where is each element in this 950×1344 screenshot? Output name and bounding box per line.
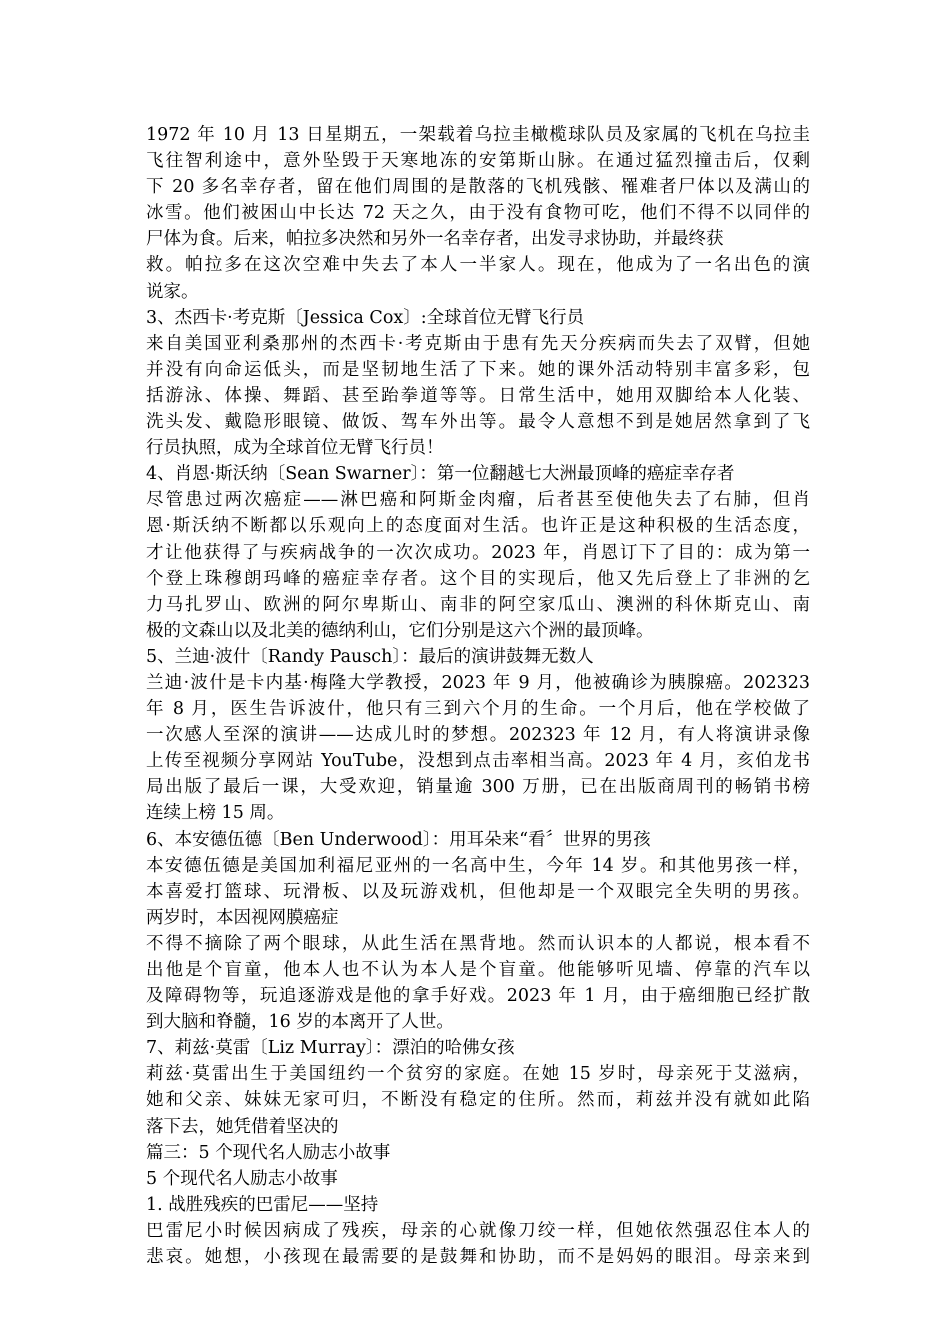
section-heading: 7、莉兹·莫雷〔Liz Murray〕：漂泊的哈佛女孩: [146, 1038, 515, 1059]
paragraph-line: 本安德伍德是美国加利福尼亚州的一名高中生，今年 14 岁。和其他男孩一样，: [146, 855, 810, 876]
paragraph-line: 尽管患过两次癌症——淋巴癌和阿斯金肉瘤，后者甚至使他失去了右肺，但肖: [146, 490, 810, 511]
paragraph-line: 她和父亲、妹妹无家可归，不断没有稳定的住所。然而，莉兹并没有就如此陷: [146, 1090, 810, 1111]
paragraph-line: 巴雷尼小时候因病成了残疾，母亲的心就像刀绞一样，但她依然强忍住本人的: [146, 1220, 810, 1241]
paragraph-line: 行员执照，成为全球首位无臂飞行员！: [146, 438, 444, 459]
paragraph-line: 飞往智利途中，意外坠毁于天寒地冻的安第斯山脉。在通过猛烈撞击后，仅剩: [146, 151, 810, 172]
paragraph-line: 及障碍物等，玩追逐游戏是他的拿手好戏。2023 年 1 月，由于癌细胞已经扩散: [146, 986, 810, 1007]
paragraph-line: 年 8 月，医生告诉波什，他只有三到六个月的生命。一个月后，他在学校做了: [146, 699, 810, 720]
paragraph-line: 悲哀。她想，小孩现在最需要的是鼓舞和协助，而不是妈妈的眼泪。母亲来到: [146, 1247, 810, 1268]
paragraph-line: 局出版了最后一课，大受欢迎，销量逾 300 万册，已在出版商周刊的畅销书榜: [146, 777, 810, 798]
section-heading: 4、肖恩·斯沃纳〔Sean Swarner〕：第一位翻越七大洲最顶峰的癌症幸存者: [146, 464, 735, 485]
paragraph-line: 尸体为食。后来，帕拉多决然和另外一名幸存者，出发寻求协助，并最终获: [146, 229, 724, 250]
paragraph-line: 恩·斯沃纳不断都以乐观向上的态度面对生活。也许正是这种积极的生活态度，: [146, 516, 810, 537]
paragraph-line: 括游泳、体操、舞蹈、甚至跆拳道等等。日常生活中，她用双脚给本人化装、: [146, 385, 810, 406]
paragraph-line: 才让他获得了与疾病战争的一次次成功。2023 年，肖恩订下了目的：成为第一: [146, 542, 810, 563]
paragraph-line: 上传至视频分享网站 YouTube，没想到点击率相当高。2023 年 4 月，亥伯龙书: [146, 751, 810, 772]
paragraph-line: 一次感人至深的演讲——达成儿时的梦想。202323 年 12 月，有人将演讲录像: [146, 725, 810, 746]
section-heading: 5、兰迪·波什〔Randy Pausch〕：最后的演讲鼓舞无数人: [146, 646, 594, 667]
paragraph-line: 莉兹·莫雷出生于美国纽约一个贫穷的家庭。在她 15 岁时，母亲死于艾滋病，: [146, 1064, 810, 1085]
paragraph-line: 冰雪。他们被困山中长达 72 天之久，由于没有食物可吃，他们不得不以同伴的: [146, 203, 810, 224]
paragraph-line: 连续上榜 15 周。: [146, 803, 285, 824]
paragraph-line: 不得不摘除了两个眼球，从此生活在黑背地。然而认识本的人都说，根本看不: [146, 933, 810, 954]
paragraph-line: 救。帕拉多在这次空难中失去了本人一半家人。现在，他成为了一名出色的演: [146, 255, 810, 276]
article-title: 5 个现代名人励志小故事: [146, 1168, 338, 1189]
paragraph-line: 力马扎罗山、欧洲的阿尔卑斯山、南非的阿空家瓜山、澳洲的科休斯克山、南: [146, 594, 810, 615]
paragraph-line: 到大脑和脊髓，16 岁的本离开了人世。: [146, 1012, 454, 1033]
paragraph-line: 兰迪·波什是卡内基·梅隆大学教授，2023 年 9 月，他被确诊为胰腺癌。202323: [146, 672, 810, 693]
document-body: [146, 122, 810, 1270]
paragraph-line: 洗头发、戴隐形眼镜、做饭、驾车外出等。最令人意想不到是她居然拿到了飞: [146, 412, 810, 433]
section-heading: 6、本安德伍德〔Ben Underwood〕：用耳朵来“看〞世界的男孩: [146, 829, 651, 850]
paragraph-line: 说家。: [146, 281, 199, 302]
section-heading: 1. 战胜残疾的巴雷尼——坚持: [146, 1194, 379, 1215]
paragraph-line: 出他是个盲童，他本人也不认为本人是个盲童。他能够听见墙、停靠的汽车以: [146, 960, 810, 980]
chapter-heading: 篇三：5 个现代名人励志小故事: [146, 1142, 391, 1163]
paragraph-line: 本喜爱打篮球、玩滑板、以及玩游戏机，但他却是一个双眼完全失明的男孩。: [146, 881, 810, 902]
section-heading: 3、杰西卡·考克斯〔Jessica Cox〕:全球首位无臂飞行员: [146, 307, 585, 328]
paragraph-line: 并没有向命运低头，而是坚韧地生活了下来。她的课外活动特别丰富多彩，包: [146, 359, 810, 380]
paragraph-line: 落下去，她凭借着坚决的: [146, 1116, 339, 1137]
paragraph-line: 下 20 多名幸存者，留在他们周围的是散落的飞机残骸、罹难者尸体以及满山的: [146, 177, 810, 198]
paragraph-line: 两岁时，本因视网膜癌症: [146, 907, 339, 928]
paragraph-line: 1972 年 10 月 13 日星期五，一架载着乌拉圭橄榄球队员及家属的飞机在乌拉圭: [146, 125, 810, 145]
paragraph-line: 个登上珠穆朗玛峰的癌症幸存者。这个目的实现后，他又先后登上了非洲的乞: [146, 568, 810, 589]
paragraph-line: 极的文森山以及北美的德纳利山，它们分别是这六个洲的最顶峰。: [146, 620, 654, 641]
paragraph-line: 来自美国亚利桑那州的杰西卡·考克斯由于患有先天分疾病而失去了双臂，但她: [146, 333, 810, 354]
